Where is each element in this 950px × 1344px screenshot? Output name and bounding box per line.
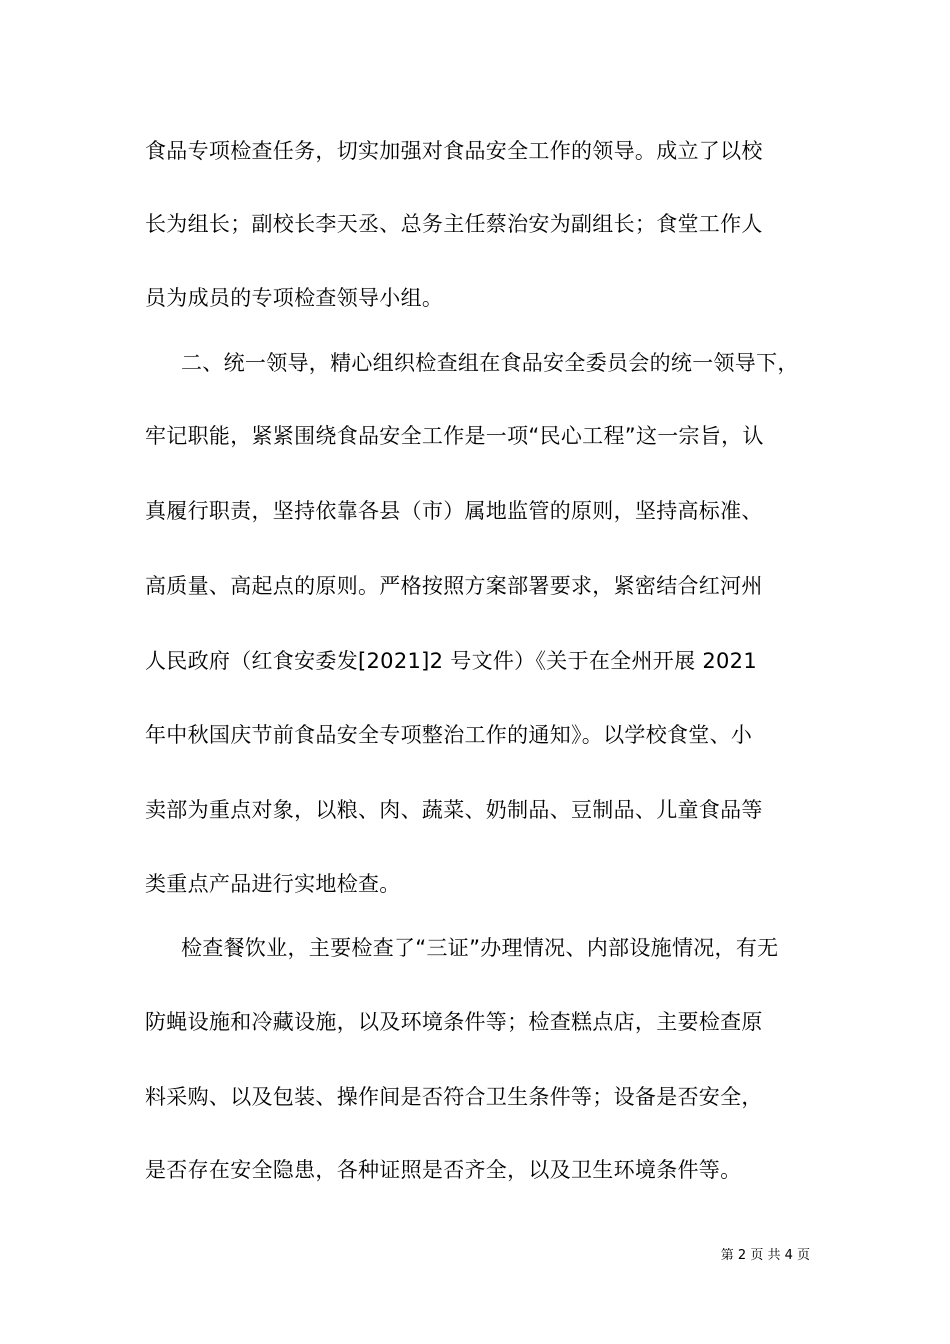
text-line-15: 是否存在安全隐患，各种证照是否齐全，以及卫生环境条件等。 bbox=[145, 1158, 742, 1182]
text-line-10: 卖部为重点对象，以粮、肉、蔬菜、奶制品、豆制品、儿童食品等 bbox=[145, 798, 763, 822]
text-line-1: 食品专项检查任务，切实加强对食品安全工作的领导。成立了以校 bbox=[145, 139, 763, 163]
text-line-6: 真履行职责，坚持依靠各县（市）属地监管的原则，坚持高标准、 bbox=[145, 499, 763, 523]
text-line-3: 员为成员的专项检查领导小组。 bbox=[145, 286, 444, 310]
text-line-8: 人民政府（红食安委发[2021]2 号文件）《关于在全州开展 2021 bbox=[145, 649, 757, 673]
text-line-11: 类重点产品进行实地检查。 bbox=[145, 872, 401, 896]
text-line-5: 牢记职能，紧紧围绕食品安全工作是一项“民心工程”这一宗旨，认 bbox=[145, 424, 764, 448]
page-number: 第 2 页 共 4 页 bbox=[720, 1248, 810, 1263]
text-line-2: 长为组长；副校长李天丞、总务主任蔡治安为副组长；食堂工作人 bbox=[145, 212, 763, 236]
text-line-14: 料采购、以及包装、操作间是否符合卫生条件等；设备是否安全， bbox=[145, 1085, 763, 1109]
text-line-12: 检查餐饮业，主要检查了“三证”办理情况、内部设施情况，有无 bbox=[181, 936, 779, 960]
text-line-4: 二、统一领导，精心组织检查组在食品安全委员会的统一领导下， bbox=[181, 351, 799, 375]
text-line-13: 防蝇设施和冷藏设施，以及环境条件等；检查糕点店，主要检查原 bbox=[145, 1010, 763, 1034]
text-line-7: 高质量、高起点的原则。严格按照方案部署要求，紧密结合红河州 bbox=[145, 574, 763, 598]
text-line-9: 年中秋国庆节前食品安全专项整治工作的通知》。以学校食堂、小 bbox=[145, 723, 753, 747]
